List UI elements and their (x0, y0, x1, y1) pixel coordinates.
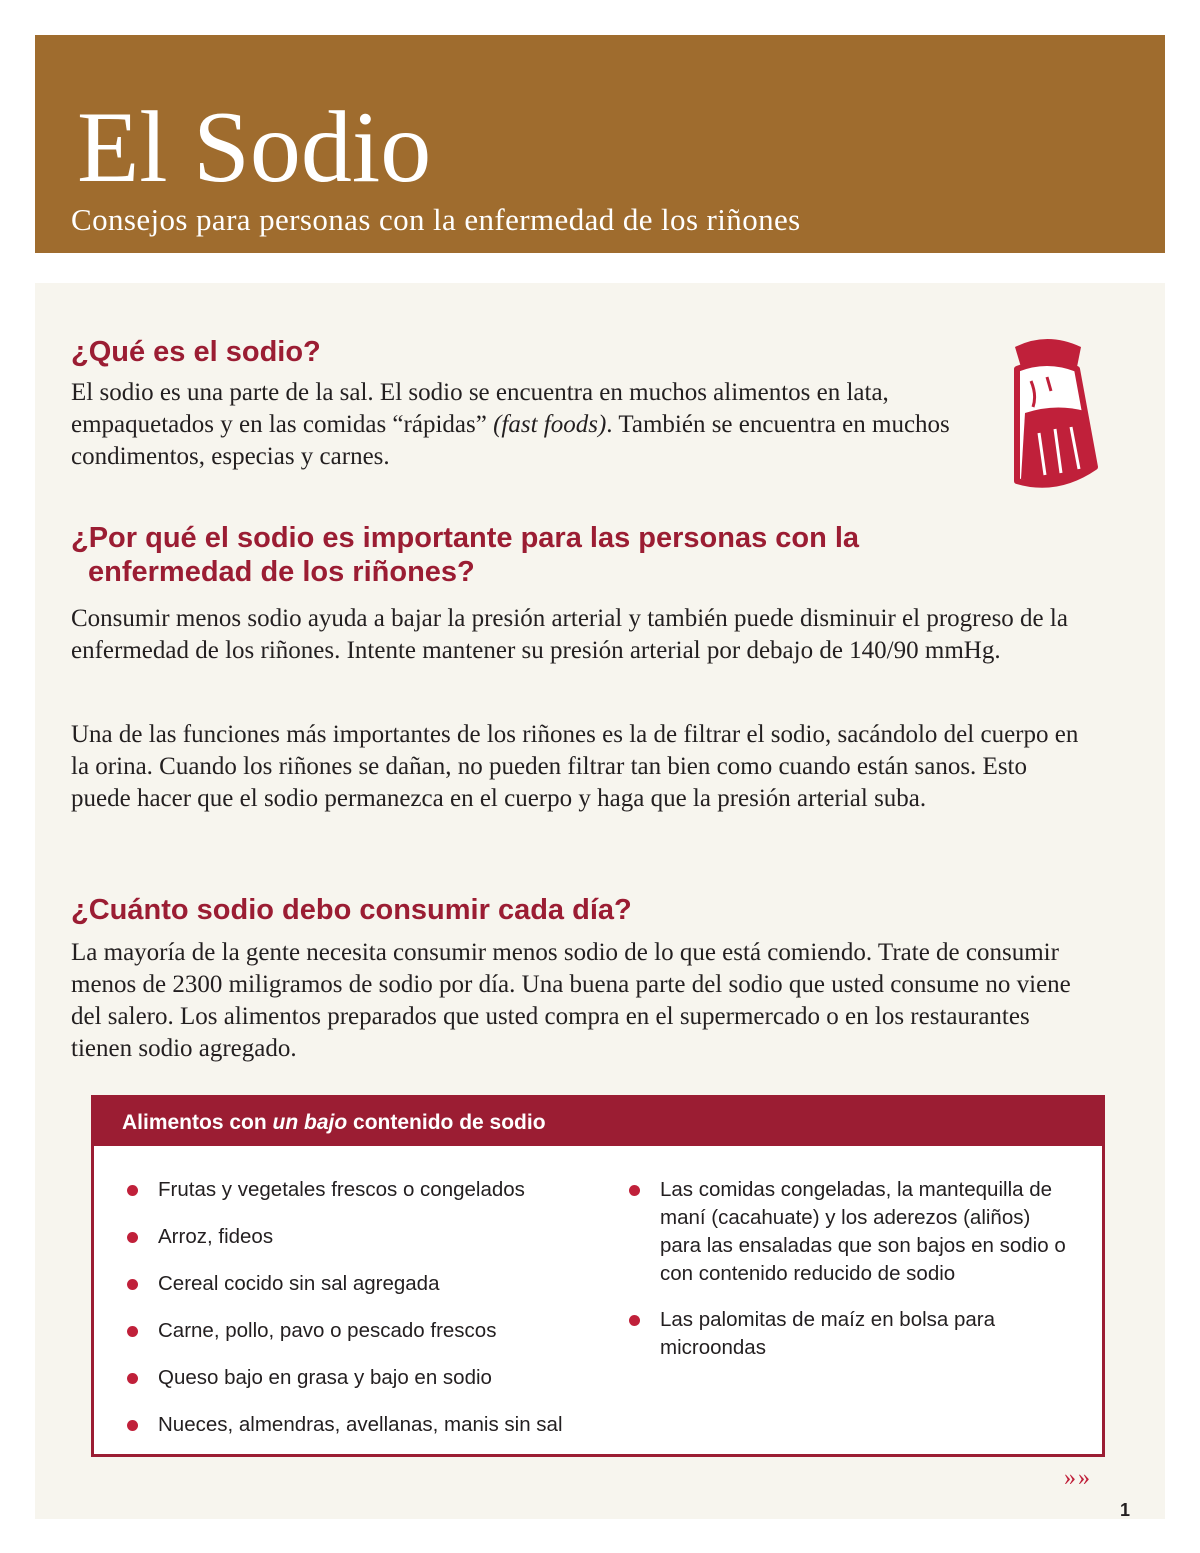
paragraph-text: . También se encuentra en muchos condimentos, especias y carnes. (71, 411, 950, 470)
list-item-text: Las comidas congeladas, la mantequilla de maní (cacahuate) y los aderezos (aliños) para las ensaladas que son bajos en sodio o con contenido reducido de sodio (660, 1178, 1066, 1285)
list-item-text: Nueces, almendras, avellanas, manis sin sal (158, 1413, 563, 1436)
bullet-icon (127, 1185, 138, 1196)
bullet-icon (127, 1326, 138, 1337)
bullet-icon (629, 1315, 640, 1326)
next-page-arrows-icon[interactable]: »» (1064, 1465, 1092, 1491)
list-item-text: Cereal cocido sin sal agregada (158, 1272, 440, 1295)
box-title-italic: un bajo (272, 1111, 348, 1134)
list-item (124, 1411, 563, 1439)
list-item (124, 1317, 563, 1345)
low-sodium-box-title (94, 1098, 1102, 1146)
list-item (124, 1270, 563, 1298)
list-item (124, 1223, 563, 1251)
section-heading-what-is-sodium: ¿Qué es el sodio? (71, 336, 321, 368)
list-item-text: Las palomitas de maíz en bolsa para microondas (660, 1308, 996, 1359)
salt-shaker-icon (995, 333, 1105, 493)
section-paragraph-what-is-sodium (71, 377, 991, 473)
paragraph-italic-text: (fast foods) (493, 411, 607, 438)
list-item (124, 1176, 563, 1204)
section-paragraph-kidney-function: Una de las funciones más importantes de los riñones es la de filtrar el sodio, sacándolo del cuerpo en la orina. Cuando los riñones se dañan, no pueden filtrar tan bien como cuando están sanos. Esto puede hacer que el sodio permanezca en el cuerpo y haga que la presión arterial suba. (71, 721, 1079, 812)
section-heading-how-much: ¿Cuánto sodio debo consumir cada día? (71, 894, 632, 926)
heading-line: ¿Por qué el sodio es importante para las personas con la (71, 522, 860, 554)
page-subtitle: Consejos para personas con la enfermedad de los riñones (71, 202, 801, 237)
low-sodium-list-column-1 (124, 1176, 563, 1458)
bullet-icon (127, 1373, 138, 1384)
list-item-text: Frutas y vegetales frescos o congelados (158, 1178, 525, 1201)
box-title-text: Alimentos con (122, 1111, 273, 1134)
bullet-icon (629, 1185, 640, 1196)
low-sodium-foods-box (91, 1095, 1105, 1457)
bullet-icon (127, 1420, 138, 1431)
list-item (626, 1176, 1066, 1288)
list-item (124, 1364, 563, 1392)
section-paragraph-how-much: La mayoría de la gente necesita consumir menos sodio de lo que está comiendo. Trate de consumir menos de 2300 miligramos de sodio por día. Una buena parte del sodio que usted consume no viene del salero. Los alimentos preparados que usted compra en el supermercado o en los restaurantes tienen sodio agregado. (71, 939, 1071, 1062)
list-item (626, 1306, 1066, 1362)
content-panel (35, 283, 1165, 1519)
title-banner (35, 35, 1165, 253)
section-heading-why-important (71, 521, 1071, 589)
page-number: 1 (1120, 1500, 1131, 1520)
list-item-text: Carne, pollo, pavo o pescado frescos (158, 1319, 497, 1342)
heading-line: enfermedad de los riñones? (88, 556, 475, 588)
list-item-text: Arroz, fideos (158, 1225, 274, 1248)
low-sodium-list-column-2 (626, 1176, 1066, 1380)
box-title-text: contenido de sodio (347, 1111, 546, 1134)
section-paragraph-blood-pressure: Consumir menos sodio ayuda a bajar la presión arterial y también puede disminuir el progreso de la enfermedad de los riñones. Intente mantener su presión arterial por debajo de 140/90 mmHg. (71, 605, 1068, 664)
page-title: El Sodio (77, 91, 432, 204)
paragraph-text: El sodio es una parte de la sal. El sodio se encuentra en muchos alimentos en lata, empaquetados y en las comidas “rápidas” (71, 379, 889, 438)
bullet-icon (127, 1232, 138, 1243)
bullet-icon (127, 1279, 138, 1290)
list-item-text: Queso bajo en grasa y bajo en sodio (158, 1366, 492, 1389)
